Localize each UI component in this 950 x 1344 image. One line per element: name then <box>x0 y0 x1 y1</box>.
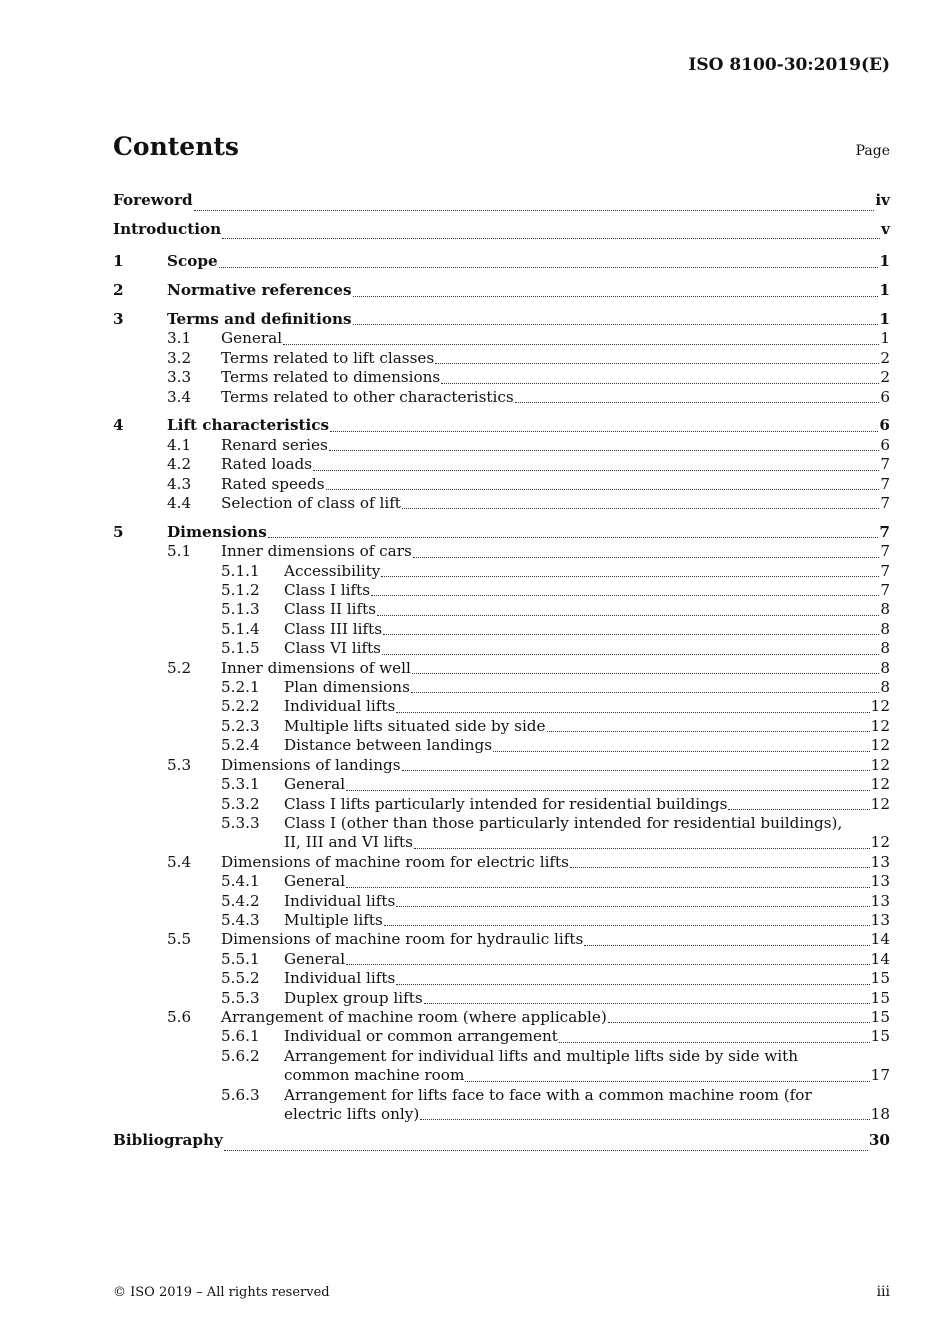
toc-entry-title[interactable]: Rated speeds <box>221 474 325 493</box>
toc-entry-title[interactable]: Dimensions of landings <box>221 755 401 774</box>
toc-entry-title[interactable]: Introduction <box>113 219 222 238</box>
toc-entry-number: 5.4.2 <box>221 891 260 910</box>
toc-entry[interactable] <box>113 1047 890 1066</box>
dot-leader <box>584 945 869 946</box>
toc-entry-title[interactable]: Duplex group lifts <box>284 988 423 1007</box>
toc-entry-page: 13 <box>870 910 890 929</box>
toc-entry[interactable] <box>113 639 890 658</box>
toc-entry-title[interactable]: Arrangement for individual lifts and multiple lifts side by side with <box>284 1046 799 1065</box>
toc-entry-number: 5.2.4 <box>221 736 260 755</box>
toc-entry-page: 15 <box>870 1007 890 1026</box>
toc-entry-number: 5.4.1 <box>221 872 260 891</box>
toc-entry-number: 5.2.2 <box>221 697 260 716</box>
toc-entry-title-continued[interactable]: electric lifts only) <box>284 1105 420 1124</box>
page-title: Contents <box>113 132 240 161</box>
dot-leader <box>224 1150 868 1151</box>
toc-entry-page: 8 <box>880 619 890 638</box>
toc-entry-number: 5 <box>113 522 124 541</box>
toc-entry[interactable] <box>113 697 890 716</box>
toc-entry-page: 8 <box>880 658 890 677</box>
toc-entry-title[interactable]: General <box>284 872 346 891</box>
table-of-contents <box>113 186 890 1155</box>
toc-entry-title-continued[interactable]: II, III and VI lifts <box>284 833 413 852</box>
toc-entry[interactable] <box>113 930 890 949</box>
toc-entry-number: 5.1 <box>167 542 192 561</box>
toc-entry-page: 1 <box>879 281 890 300</box>
toc-entry-page: 12 <box>870 697 890 716</box>
toc-entry[interactable] <box>113 368 890 387</box>
dot-leader <box>411 692 879 693</box>
toc-entry-title[interactable]: Dimensions of machine room for hydraulic lifts <box>221 930 584 949</box>
toc-entry-page: 30 <box>868 1131 890 1150</box>
toc-entry-page: 7 <box>880 561 890 580</box>
toc-entry-page: 14 <box>870 949 890 968</box>
toc-entry[interactable] <box>113 388 890 407</box>
toc-entry-title[interactable]: Inner dimensions of well <box>221 658 411 677</box>
toc-entry-number: 5.1.3 <box>221 600 260 619</box>
toc-entry-continuation[interactable] <box>113 1105 890 1124</box>
toc-entry[interactable] <box>113 329 890 348</box>
dot-leader <box>330 431 878 432</box>
dot-leader <box>412 673 879 674</box>
toc-entry-title[interactable]: Inner dimensions of cars <box>221 542 412 561</box>
toc-entry-continuation[interactable] <box>113 1066 890 1085</box>
toc-entry-number: 5.6.2 <box>221 1046 260 1065</box>
toc-entry-title[interactable]: Terms related to dimensions <box>221 368 441 387</box>
toc-entry-page: 8 <box>880 639 890 658</box>
dot-leader <box>728 809 869 810</box>
toc-entry-number: 5.5.2 <box>221 969 260 988</box>
toc-entry-page: 6 <box>880 387 890 406</box>
toc-entry[interactable] <box>113 1027 890 1046</box>
toc-entry-page: 13 <box>870 872 890 891</box>
dot-leader <box>402 770 870 771</box>
toc-entry-title[interactable]: General <box>284 775 346 794</box>
toc-entry[interactable] <box>113 455 890 474</box>
toc-entry-page: 12 <box>870 716 890 735</box>
dot-leader <box>515 402 880 403</box>
toc-entry[interactable] <box>113 795 890 814</box>
toc-entry[interactable] <box>113 186 890 215</box>
toc-entry-title[interactable]: General <box>284 949 346 968</box>
dot-leader <box>384 925 870 926</box>
toc-entry-page: 8 <box>880 600 890 619</box>
toc-entry-title[interactable]: Terms related to other characteristics <box>221 387 514 406</box>
dot-leader <box>381 576 879 577</box>
dot-leader <box>608 1022 870 1023</box>
dot-leader <box>414 848 870 849</box>
toc-entry[interactable] <box>113 717 890 736</box>
toc-entry-title[interactable]: Terms related to lift classes <box>221 348 435 367</box>
toc-entry-page: 7 <box>879 522 890 541</box>
toc-entry-title[interactable]: Class III lifts <box>284 619 383 638</box>
toc-entry-title[interactable]: Multiple lifts situated side by side <box>284 716 546 735</box>
toc-entry-page: 12 <box>870 833 890 852</box>
dot-leader <box>465 1081 869 1082</box>
toc-entry-page: 7 <box>880 542 890 561</box>
toc-entry[interactable] <box>113 436 890 455</box>
toc-entry[interactable] <box>113 756 890 775</box>
toc-entry[interactable] <box>113 911 890 930</box>
toc-entry-page: 13 <box>870 891 890 910</box>
dot-leader <box>371 595 879 596</box>
dot-leader <box>326 489 880 490</box>
toc-entry[interactable] <box>113 620 890 639</box>
dot-leader <box>222 238 880 239</box>
toc-entry-page: 18 <box>870 1105 890 1124</box>
toc-entry[interactable] <box>113 310 890 329</box>
toc-entry-title[interactable]: Class I lifts <box>284 581 371 600</box>
toc-entry[interactable] <box>113 523 890 542</box>
toc-entry[interactable] <box>113 416 890 435</box>
toc-entry[interactable] <box>113 475 890 494</box>
toc-entry-title[interactable]: General <box>221 329 283 348</box>
toc-entry-page: 1 <box>879 309 890 328</box>
dot-leader <box>268 537 879 538</box>
toc-entry-number: 5.1.2 <box>221 581 260 600</box>
toc-entry[interactable] <box>113 252 890 271</box>
dot-leader <box>353 296 879 297</box>
toc-entry-number: 5.3.2 <box>221 794 260 813</box>
toc-entry-title[interactable]: Individual lifts <box>284 697 396 716</box>
toc-entry-title-continued[interactable]: common machine room <box>284 1066 465 1085</box>
toc-entry-number: 5.5 <box>167 930 192 949</box>
toc-entry-title[interactable]: Dimensions <box>167 522 267 541</box>
dot-leader <box>559 1042 870 1043</box>
toc-entry[interactable] <box>113 814 890 833</box>
dot-leader <box>441 383 879 384</box>
dot-leader <box>353 324 879 325</box>
toc-entry-number: 5.2.1 <box>221 678 260 697</box>
toc-entry-page: 8 <box>880 678 890 697</box>
dot-leader <box>402 508 879 509</box>
toc-entry-title[interactable]: Class II lifts <box>284 600 377 619</box>
dot-leader <box>420 1119 869 1120</box>
dot-leader <box>329 450 880 451</box>
toc-entry-title[interactable]: Terms and definitions <box>167 309 352 328</box>
dot-leader <box>382 654 879 655</box>
toc-entry-page: 6 <box>880 435 890 454</box>
toc-entry-number: 5.4 <box>167 852 192 871</box>
dot-leader <box>493 751 870 752</box>
page-column-label: Page <box>855 143 890 159</box>
toc-entry-title[interactable]: Individual or common arrangement <box>284 1027 558 1046</box>
toc-entry[interactable] <box>113 678 890 697</box>
toc-entry-page: 14 <box>870 930 890 949</box>
dot-leader <box>396 984 869 985</box>
toc-entry-title[interactable]: Class I (other than those particularly intended for residential buildings), <box>284 813 843 832</box>
toc-entry-number: 4.3 <box>167 474 192 493</box>
toc-entry-title[interactable]: Multiple lifts <box>284 910 383 929</box>
toc-entry-title[interactable]: Normative references <box>167 281 352 300</box>
toc-entry-title[interactable]: Distance between landings <box>284 736 493 755</box>
toc-entry-page: 1 <box>880 329 890 348</box>
toc-entry-title[interactable]: Arrangement of machine room (where applicable) <box>221 1007 607 1026</box>
toc-entry-page: 1 <box>879 252 890 271</box>
toc-entry[interactable] <box>113 969 890 988</box>
toc-entry-page: 13 <box>870 852 890 871</box>
toc-entry-page: 2 <box>880 368 890 387</box>
toc-entry[interactable] <box>113 659 890 678</box>
toc-entry-title[interactable]: Rated loads <box>221 455 313 474</box>
toc-entry[interactable] <box>113 494 890 513</box>
toc-entry[interactable] <box>113 581 890 600</box>
toc-entry-title[interactable]: Scope <box>167 252 218 271</box>
toc-entry-title[interactable]: Arrangement for lifts face to face with a common machine room (for <box>284 1085 812 1104</box>
dot-leader <box>346 964 870 965</box>
toc-entry-title[interactable]: Dimensions of machine room for electric lifts <box>221 852 569 871</box>
dot-leader <box>313 470 879 471</box>
toc-entry-number: 4.2 <box>167 455 192 474</box>
toc-entry-title[interactable]: Renard series <box>221 435 328 454</box>
toc-entry-page: iv <box>875 191 890 209</box>
toc-entry-page: 12 <box>870 755 890 774</box>
toc-entry[interactable] <box>113 892 890 911</box>
toc-entry-number: 1 <box>113 252 124 271</box>
toc-entry-number: 4.4 <box>167 494 192 513</box>
toc-entry[interactable] <box>113 950 890 969</box>
toc-entry-number: 5.6.1 <box>221 1027 260 1046</box>
dot-leader <box>219 267 879 268</box>
toc-entry[interactable] <box>113 600 890 619</box>
toc-entry[interactable] <box>113 775 890 794</box>
toc-entry-title[interactable]: Individual lifts <box>284 891 396 910</box>
toc-entry-page: 6 <box>879 416 890 435</box>
dot-leader <box>396 712 869 713</box>
toc-entry-number: 5.1.1 <box>221 561 260 580</box>
toc-entry[interactable] <box>113 853 890 872</box>
toc-entry-title[interactable]: Selection of class of lift <box>221 494 401 513</box>
toc-entry-number: 2 <box>113 281 124 300</box>
document-id: ISO 8100-30:2019(E) <box>688 55 890 75</box>
toc-entry-number: 3.1 <box>167 329 192 348</box>
dot-leader <box>283 344 879 345</box>
dot-leader <box>383 634 879 635</box>
toc-entry-title[interactable]: Bibliography <box>113 1131 223 1150</box>
dot-leader <box>424 1003 870 1004</box>
toc-entry-number: 3.4 <box>167 387 192 406</box>
toc-entry-page: 12 <box>870 736 890 755</box>
dot-leader <box>377 615 879 616</box>
toc-entry-number: 5.6 <box>167 1007 192 1026</box>
toc-entry-page: 7 <box>880 494 890 513</box>
toc-entry-number: 5.1.5 <box>221 639 260 658</box>
dot-leader <box>547 731 870 732</box>
dot-leader <box>435 363 879 364</box>
toc-entry-title[interactable]: Class VI lifts <box>284 639 381 658</box>
toc-entry-page: v <box>881 219 890 238</box>
toc-entry-number: 5.3.3 <box>221 813 260 832</box>
toc-entry-page: 7 <box>880 455 890 474</box>
toc-entry-number: 5.4.3 <box>221 910 260 929</box>
toc-entry[interactable] <box>113 562 890 581</box>
toc-entry-title[interactable]: Lift characteristics <box>167 416 330 435</box>
toc-entry-number: 5.2.3 <box>221 716 260 735</box>
copyright-notice: © ISO 2019 – All rights reserved <box>113 1285 330 1300</box>
toc-entry-title[interactable]: Accessibility <box>284 561 381 580</box>
toc-entry-number: 5.5.1 <box>221 949 260 968</box>
toc-entry-page: 12 <box>870 775 890 794</box>
toc-entry-number: 3.2 <box>167 348 192 367</box>
toc-entry-page: 12 <box>870 794 890 813</box>
toc-entry[interactable] <box>113 215 890 244</box>
toc-entry-number: 5.1.4 <box>221 619 260 638</box>
toc-entry-continuation[interactable] <box>113 833 890 852</box>
dot-leader <box>346 790 870 791</box>
toc-entry-title[interactable]: Foreword <box>113 191 193 209</box>
toc-entry[interactable] <box>113 1126 890 1155</box>
toc-entry-page: 7 <box>880 474 890 493</box>
toc-entry[interactable] <box>113 349 890 368</box>
dot-leader <box>194 210 875 211</box>
dot-leader <box>413 557 880 558</box>
toc-entry-number: 4.1 <box>167 435 192 454</box>
toc-entry-page: 15 <box>870 988 890 1007</box>
toc-entry-number: 5.5.3 <box>221 988 260 1007</box>
toc-entry-number: 4 <box>113 416 124 435</box>
toc-entry[interactable] <box>113 542 890 561</box>
page-number: iii <box>876 1284 890 1300</box>
toc-entry-title[interactable]: Plan dimensions <box>284 678 410 697</box>
toc-entry-number: 5.6.3 <box>221 1085 260 1104</box>
toc-entry[interactable] <box>113 872 890 891</box>
toc-entry-number: 5.3 <box>167 755 192 774</box>
toc-entry-title[interactable]: Individual lifts <box>284 969 396 988</box>
toc-entry-page: 15 <box>870 1027 890 1046</box>
toc-entry-page: 15 <box>870 969 890 988</box>
toc-entry[interactable] <box>113 989 890 1008</box>
toc-entry-page: 2 <box>880 348 890 367</box>
toc-entry[interactable] <box>113 736 890 755</box>
toc-entry[interactable] <box>113 281 890 300</box>
dot-leader <box>570 867 870 868</box>
toc-entry-page: 17 <box>870 1066 890 1085</box>
toc-entry-number: 3 <box>113 309 124 328</box>
toc-entry-number: 5.3.1 <box>221 775 260 794</box>
toc-entry[interactable] <box>113 1086 890 1105</box>
toc-entry-number: 3.3 <box>167 368 192 387</box>
dot-leader <box>396 906 869 907</box>
toc-entry[interactable] <box>113 1008 890 1027</box>
toc-entry-page: 7 <box>880 581 890 600</box>
toc-entry-title[interactable]: Class I lifts particularly intended for residential buildings <box>284 794 728 813</box>
dot-leader <box>346 887 870 888</box>
toc-entry-number: 5.2 <box>167 658 192 677</box>
